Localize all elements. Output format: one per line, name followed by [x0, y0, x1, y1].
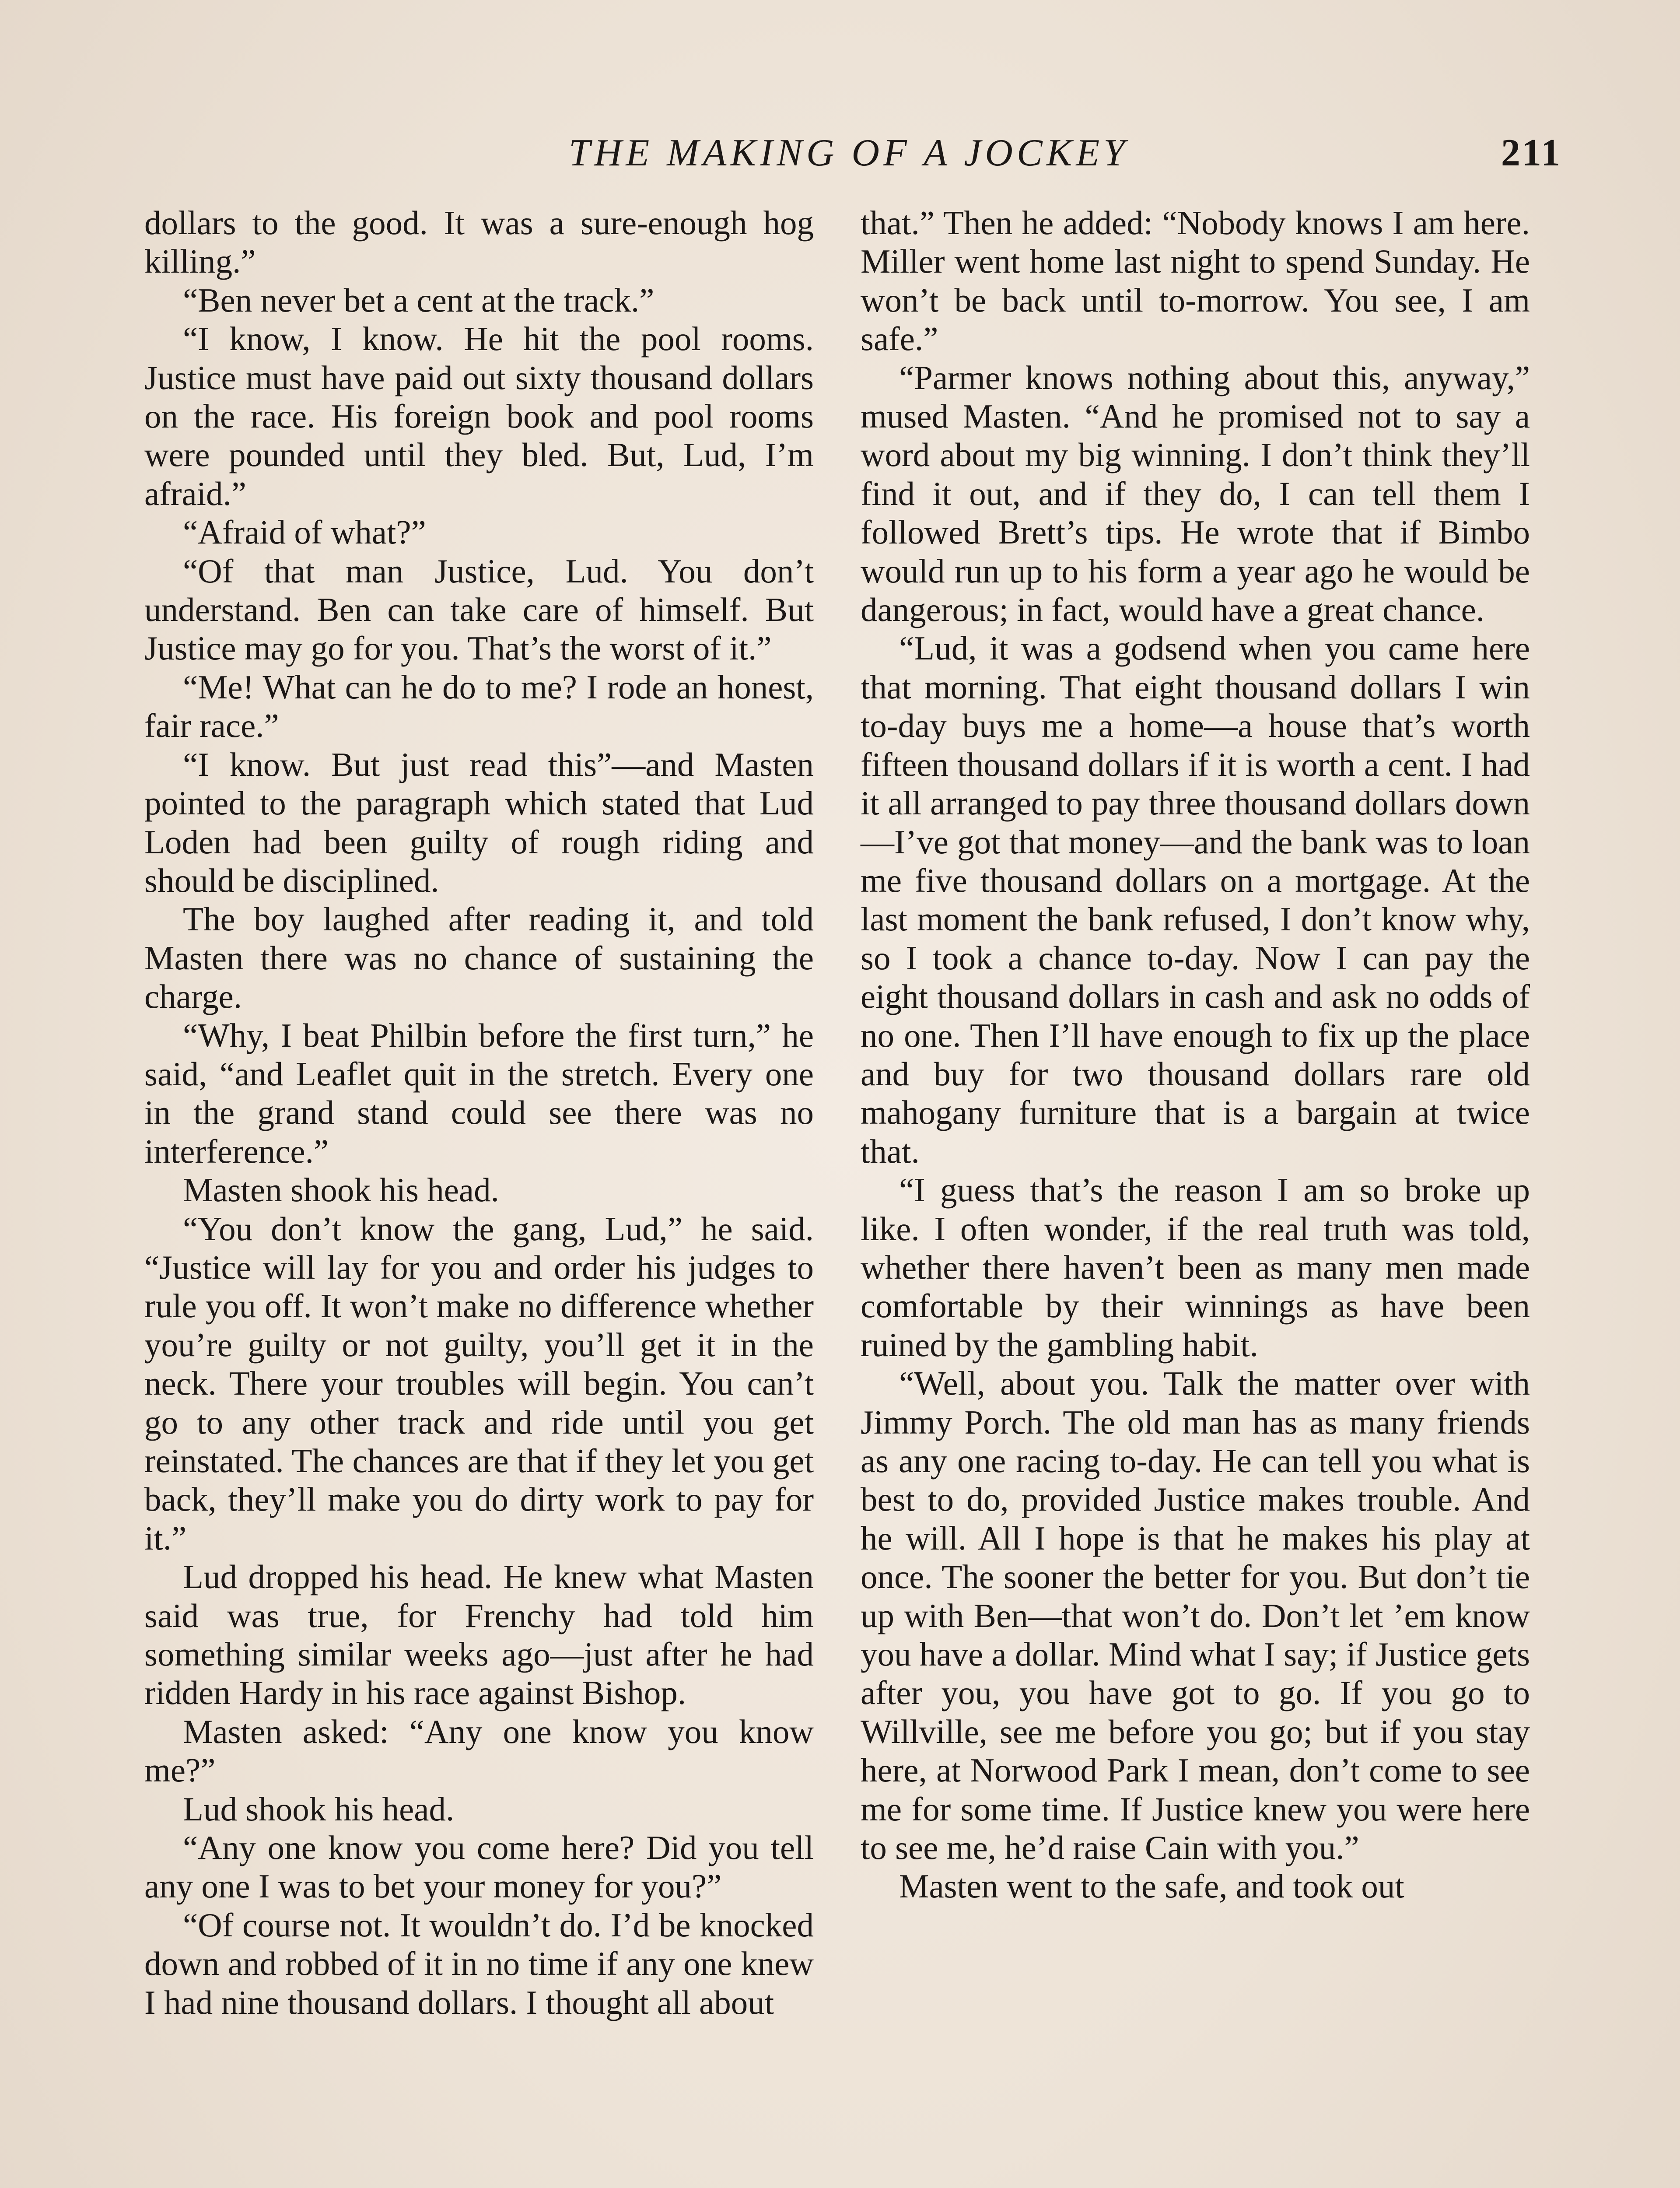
paragraph: “I guess that’s the reason I am so broke up like. I often wonder, if the real truth was told, whether there haven’t been as many men made comfortable by their winnings as have been ruined by the gambling habit. — [861, 1171, 1530, 1364]
paragraph: “Why, I beat Philbin before the first turn,” he said, “and Leaflet quit in the stretch. Every one in the grand stand could see there was no interference.” — [144, 1016, 814, 1170]
page-number: 211 — [1501, 132, 1562, 174]
paragraph: Lud dropped his head. He knew what Masten said was true, for Frenchy had told him something similar weeks ago—just after he had ridden Hardy in his race against Bishop. — [144, 1558, 814, 1712]
paragraph: “Ben never bet a cent at the track.” — [183, 281, 654, 319]
paragraph: Masten shook his head. — [183, 1171, 499, 1209]
paragraph: “Parmer knows nothing about this, anyway,” mused Masten. “And he promised not to say a word about my big winning. I don’t think they’ll find it out, and if they do, I can tell them I followed Brett’s tips. He wrote that if Bimbo would run up to his form a year ago he would be dangerous; in fact, would have a great chance. — [861, 358, 1530, 629]
paragraph: “You don’t know the gang, Lud,” he said. “Justice will lay for you and order his judges to rule you off. It won’t make no difference whether you’re guilty or not guilty, you’ll get it in the neck. There your troubles will begin. You can’t go to any other track and ride until you get reinstated. The chances are that if they let you get back, they’ll make you do dirty work to pay for it.” — [144, 1210, 814, 1557]
right-column — [861, 203, 1530, 1906]
paragraph: Masten went to the safe, and took out — [899, 1867, 1404, 1905]
paragraph: “Any one know you come here? Did you tell any one I was to bet your money for you?” — [144, 1829, 814, 1905]
page-header — [144, 125, 1562, 182]
paragraph: “I know. But just read this”—and Masten pointed to the paragraph which stated that Lud Loden had been guilty of rough riding and should be disciplined. — [144, 745, 814, 899]
paragraph: The boy laughed after reading it, and told Masten there was no chance of sustaining the charge. — [144, 900, 814, 1016]
paragraph: “Lud, it was a godsend when you came here that morning. That eight thousand dollars I win to-day buys me a home—a house that’s worth fifteen thousand dollars if it is worth a cent. I had it all arranged to pay three thousand dollars down—I’ve got that money—and the bank was to loan me five thousand dollars on a mortgage. At the last moment the bank refused, I don’t know why, so I took a chance to-day. Now I can pay the eight thousand dollars in cash and ask no odds of no one. Then I’ll have enough to fix up the place and buy for two thousand dollars rare old mahogany furniture that is a bargain at twice that. — [861, 629, 1530, 1170]
paragraph: dollars to the good. It was a sure-enough hog killing.” — [144, 204, 814, 281]
paragraph: “I know, I know. He hit the pool rooms. Justice must have paid out sixty thousand dollars on the race. His foreign book and pool rooms were pounded until they bled. But, Lud, I’m afraid.” — [144, 320, 814, 512]
paragraph: that.” Then he added: “Nobody knows I am here. Miller went home last night to spend Sunday. He won’t be back until to-morrow. You see, I am safe.” — [861, 204, 1530, 358]
running-title: THE MAKING OF A JOCKEY — [568, 132, 1129, 174]
paragraph: “Afraid of what?” — [183, 513, 426, 551]
paragraph: “Of course not. It wouldn’t do. I’d be knocked down and robbed of it in no time if any one knew I had nine thousand dollars. I thought all about — [144, 1906, 814, 2021]
left-column — [144, 203, 814, 2022]
paragraph: “Me! What can he do to me? I rode an honest, fair race.” — [144, 668, 814, 745]
paragraph: “Well, about you. Talk the matter over with Jimmy Porch. The old man has as many friends as any one racing to-day. He can tell you what is best to do, provided Justice makes trouble. And he will. All I hope is that he makes his play at once. The sooner the better for you. But don’t tie up with Ben—that won’t do. Don’t let ’em know you have a dollar. Mind what I say; if Justice gets after you, you have got to go. If you go to Willville, see me before you go; but if you stay here, at Norwood Park I mean, don’t come to see me for some time. If Justice knew you were here to see me, he’d raise Cain with you.” — [861, 1364, 1530, 1867]
paragraph: Lud shook his head. — [183, 1790, 455, 1828]
paragraph: Masten asked: “Any one know you know me?” — [144, 1712, 814, 1789]
paragraph: “Of that man Justice, Lud. You don’t understand. Ben can take care of himself. But Justice may go for you. That’s the worst of it.” — [144, 552, 814, 667]
